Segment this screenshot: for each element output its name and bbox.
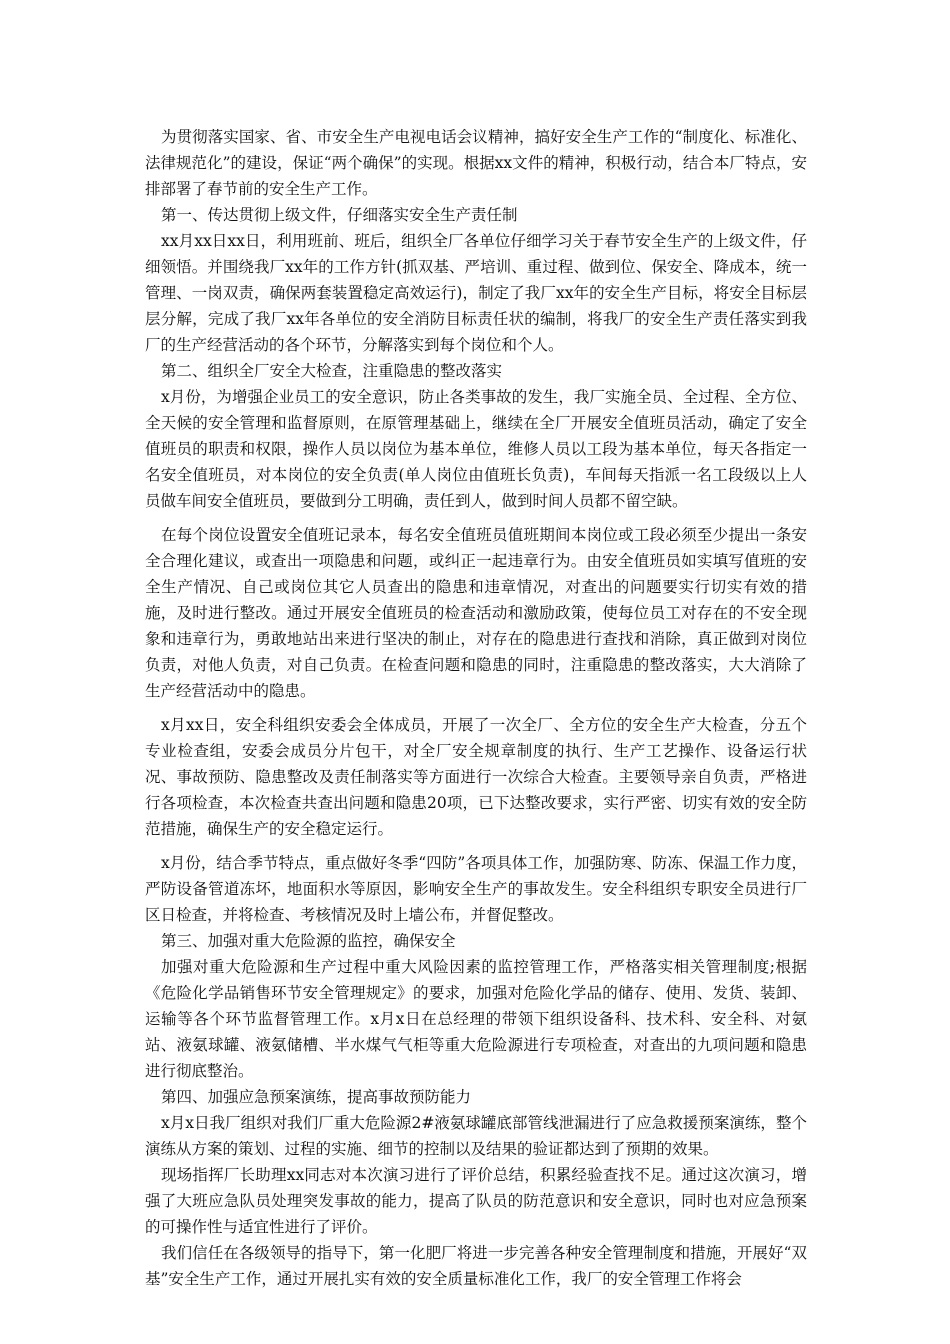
section-heading-2: 第二、组织全厂安全大检查，注重隐患的整改落实 <box>161 362 503 380</box>
paragraph: x月份，为增强企业员工的安全意识，防止各类事故的发生，我厂实施全员、全过程、全方位、全天候的安全管理和监督原则，在原管理基础上，继续在全厂开展安全值班员活动，确定了安全值班员的职责和权限，操作人员以岗位为基本单位，维修人员以工段为基本单位，每天各指定一名安全值班员，对本岗位的安全负责(单人岗位由值班长负责)，车间每天指派一名工段级以上人员做车间安全值班员，要做到分工明确，责任到人，做到时间人员都不留空缺。 <box>145 388 807 510</box>
paragraph: x月xx日，安全科组织安委会全体成员，开展了一次全厂、全方位的安全生产大检查，分五个专业检查组，安委会成员分片包干，对全厂安全规章制度的执行、生产工艺操作、设备运行状况、事故预防、隐患整改及责任制落实等方面进行一次综合大检查。主要领导亲自负责，严格进行各项检查，本次检查共查出问题和隐患20项，已下达整改要求，实行严密、切实有效的安全防范措施，确保生产的安全稳定运行。 <box>145 716 807 838</box>
paragraph-closing: 我们信任在各级领导的指导下，第一化肥厂将进一步完善各种安全管理制度和措施，开展好“双基”安全生产工作，通过开展扎实有效的安全质量标准化工作，我厂的安全管理工作将会 <box>145 1244 807 1288</box>
section-heading-3: 第三、加强对重大危险源的监控，确保安全 <box>161 932 456 950</box>
paragraph: 在每个岗位设置安全值班记录本，每名安全值班员值班期间本岗位或工段必须至少提出一条安全合理化建议，或查出一项隐患和问题，或纠正一起违章行为。由安全值班员如实填写值班的安全生产情况、自己或岗位其它人员查出的隐患和违章情况，对查出的问题要实行切实有效的措施，及时进行整改。通过开展安全值班员的检查活动和激励政策，使每位员工对存在的不安全现象和违章行为，勇敢地站出来进行坚决的制止，对存在的隐患进行查找和消除，真正做到对岗位负责，对他人负责，对自己负责。在检查问题和隐患的同时，注重隐患的整改落实，大大消除了生产经营活动中的隐患。 <box>145 526 807 700</box>
section-heading-4: 第四、加强应急预案演练，提高事故预防能力 <box>161 1088 472 1106</box>
paragraph: 现场指挥厂长助理xx同志对本次演习进行了评价总结，积累经验查找不足。通过这次演习，增强了大班应急队员处理突发事故的能力，提高了队员的防范意识和安全意识，同时也对应急预案的可操作性与适宜性进行了评价。 <box>145 1166 807 1236</box>
paragraph: 加强对重大危险源和生产过程中重大风险因素的监控管理工作，严格落实相关管理制度;根据《危险化学品销售环节安全管理规定》的要求，加强对危险化学品的储存、使用、发货、装卸、运输等各个环节监督管理工作。x月x日在总经理的带领下组织设备科、技术科、安全科、对氨站、液氨球罐、液氨储槽、半水煤气气柜等重大危险源进行专项检查，对查出的九项问题和隐患进行彻底整治。 <box>145 958 807 1080</box>
paragraph: xx月xx日xx日，利用班前、班后，组织全厂各单位仔细学习关于春节安全生产的上级文件，仔细领悟。并围绕我厂xx年的工作方针(抓双基、严培训、重过程、做到位、保安全、降成本，统一管理、一岗双责，确保两套装置稳定高效运行)，制定了我厂xx年的安全生产目标，将安全目标层层分解，完成了我厂xx年各单位的安全消防目标责任状的编制，将我厂的安全生产责任落实到我厂的生产经营活动的各个环节，分解落实到每个岗位和个人。 <box>145 232 807 354</box>
document-body <box>145 124 807 1292</box>
paragraph-intro: 为贯彻落实国家、省、市安全生产电视电话会议精神，搞好安全生产工作的“制度化、标准化、法律规范化”的建设，保证“两个确保”的实现。根据xx文件的精神，积极行动，结合本厂特点，安排部署了春节前的安全生产工作。 <box>145 128 807 198</box>
paragraph: x月x日我厂组织对我们厂重大危险源2#液氨球罐底部管线泄漏进行了应急救援预案演练，整个演练从方案的策划、过程的实施、细节的控制以及结果的验证都达到了预期的效果。 <box>145 1114 807 1158</box>
paragraph: x月份，结合季节特点，重点做好冬季“四防”各项具体工作，加强防寒、防冻、保温工作力度，严防设备管道冻坏，地面积水等原因，影响安全生产的事故发生。安全科组织专职安全员进行厂区日检查，并将检查、考核情况及时上墙公布，并督促整改。 <box>145 854 807 924</box>
section-heading-1: 第一、传达贯彻上级文件，仔细落实安全生产责任制 <box>161 206 518 224</box>
